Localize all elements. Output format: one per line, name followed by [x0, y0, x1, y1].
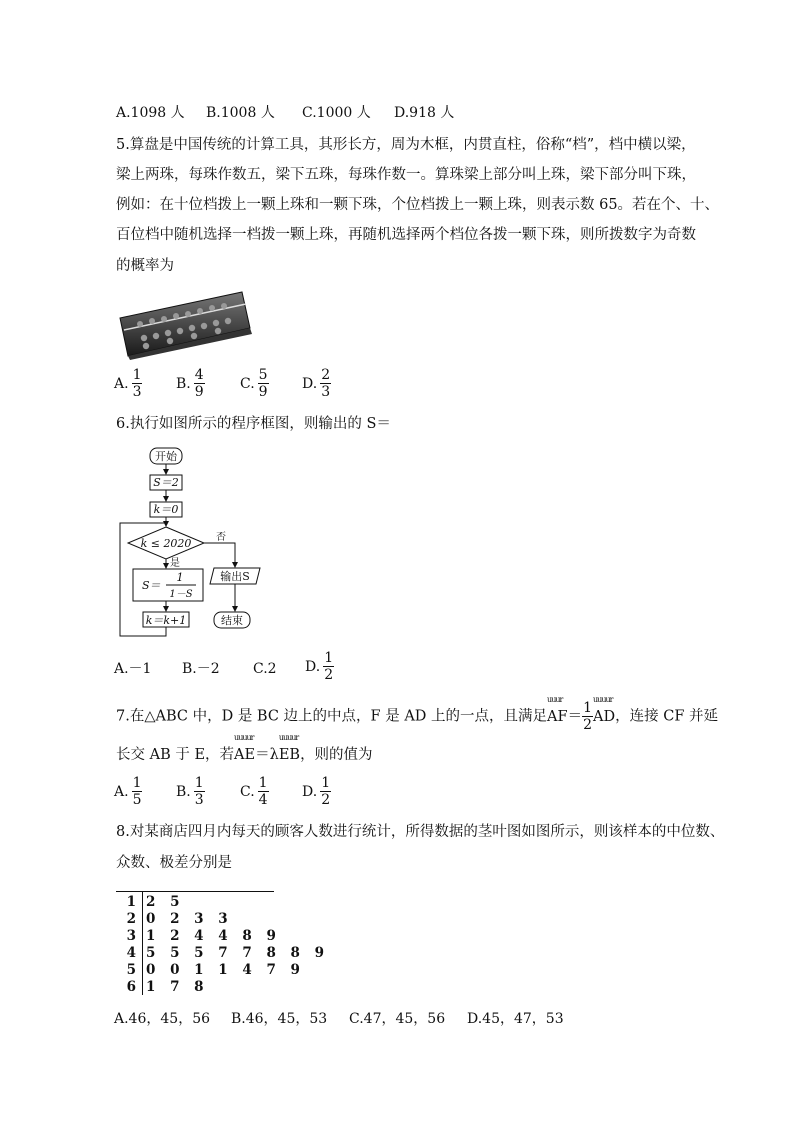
q8-option-d: D.45，47，53: [467, 1011, 564, 1027]
vector-af: uuur AF: [547, 694, 568, 725]
vector-ae: uuuur AE: [234, 733, 256, 763]
stem-leaf-plot: [116, 885, 330, 1000]
vector-eb: uuuur EB: [278, 733, 301, 763]
flow-init-s: S＝2: [153, 476, 179, 489]
q4-option-b: B.1008 人: [206, 105, 275, 121]
q5-line-2: 梁上两珠，每珠作数五，梁下五珠，每珠作数一。算珠梁上部分叫上珠，梁下部分叫下珠，: [116, 167, 696, 183]
q7-line-2: 长交 AB 于 E，若 uuuur AE＝λ uuuur EB，则的值为: [116, 733, 373, 763]
flow-no-label: 否: [216, 532, 226, 543]
q5-option-d: D. $\frac{2}{3}$: [302, 367, 331, 400]
q8-option-b: B.46，45，53: [231, 1011, 328, 1027]
stem-leaf-row: 3 1 2 4 4 8 9: [126, 928, 281, 944]
q6-option-d: D. $\frac{1}{2}$: [305, 650, 334, 683]
flow-assign-lhs: S＝: [142, 579, 161, 592]
q4-option-a: A.1098 人: [116, 105, 185, 121]
q8-option-a: A.46，45，56: [114, 1011, 211, 1027]
q7-option-d: D. $\frac{1}{2}$: [302, 775, 331, 808]
q6-option-a: A.－1: [114, 661, 152, 677]
stem-leaf-row: 5 0 0 1 1 4 7 9: [126, 962, 305, 978]
stem-leaf-top-rule: [116, 891, 274, 892]
flow-yes-label: 是: [170, 558, 180, 569]
flowchart: [116, 444, 266, 644]
q7-option-c: C. $\frac{1}{4}$: [240, 775, 268, 808]
q5-option-a: A. $\frac{1}{3}$: [114, 367, 142, 400]
q6-option-b: B.－2: [182, 661, 220, 677]
q7-option-a: A. $\frac{1}{5}$: [114, 775, 142, 808]
q5-option-c: C. $\frac{5}{9}$: [240, 367, 268, 400]
q6-question: 6.执行如图所示的程序框图，则输出的 S＝: [116, 416, 391, 432]
stem-leaf-row: 6 1 7 8: [126, 979, 209, 995]
stem-leaf-row: 2 0 2 3 3: [126, 911, 233, 927]
flow-end: 结束: [221, 614, 243, 627]
abacus-image: [116, 288, 254, 364]
stem-leaf-row: 1 2 5: [126, 894, 185, 910]
flow-init-k: k＝0: [153, 503, 179, 516]
flow-start: 开始: [155, 450, 177, 463]
q5-line-5: 的概率为: [116, 258, 174, 274]
q4-option-c: C.1000 人: [302, 105, 371, 121]
q6-option-c: C.2: [253, 661, 277, 677]
q5-line-4: 百位档中随机选择一档拨一颗上珠，再随机选择两个档位各拨一颗下珠，则所拨数字为奇数: [116, 227, 696, 243]
vector-ad: uuuur AD: [593, 694, 616, 725]
flow-assign-num: 1: [176, 571, 184, 584]
flow-assign-den: 1－S: [169, 589, 193, 600]
stem-leaf-row: 4 5 5 5 7 7 8 8 9: [126, 945, 330, 961]
q5-line-1: 5.算盘是中国传统的计算工具，其形长方，周为木框，内贯直柱，俗称“档”，档中横以梁，: [116, 137, 696, 153]
q7-option-b: B. $\frac{1}{3}$: [176, 775, 204, 808]
q5-option-b: B. $\frac{4}{9}$: [176, 367, 204, 400]
flow-increment: k＝k+1: [145, 614, 187, 627]
q8-option-c: C.47，45，56: [349, 1011, 446, 1027]
q5-line-3: 例如：在十位档拨上一颗上珠和一颗下珠，个位档拨上一颗上珠，则表示数 65。若在个、十、: [116, 197, 720, 213]
flow-condition: k ≤ 2020: [140, 537, 192, 550]
q4-option-d: D.918 人: [394, 105, 455, 121]
q8-line-1: 8.对某商店四月内每天的顾客人数进行统计，所得数据的茎叶图如图所示，则该样本的中位数、: [116, 824, 725, 840]
q7-line-1: 7.在△ABC 中，D 是 BC 边上的中点，F 是 AD 上的一点，且满足 uuur AF＝ $\frac{1}{2}$ uuuur AD，连接 CF 并延: [116, 694, 718, 733]
flow-output: 输出S: [220, 570, 250, 583]
q8-line-2: 众数、极差分别是: [116, 855, 232, 871]
